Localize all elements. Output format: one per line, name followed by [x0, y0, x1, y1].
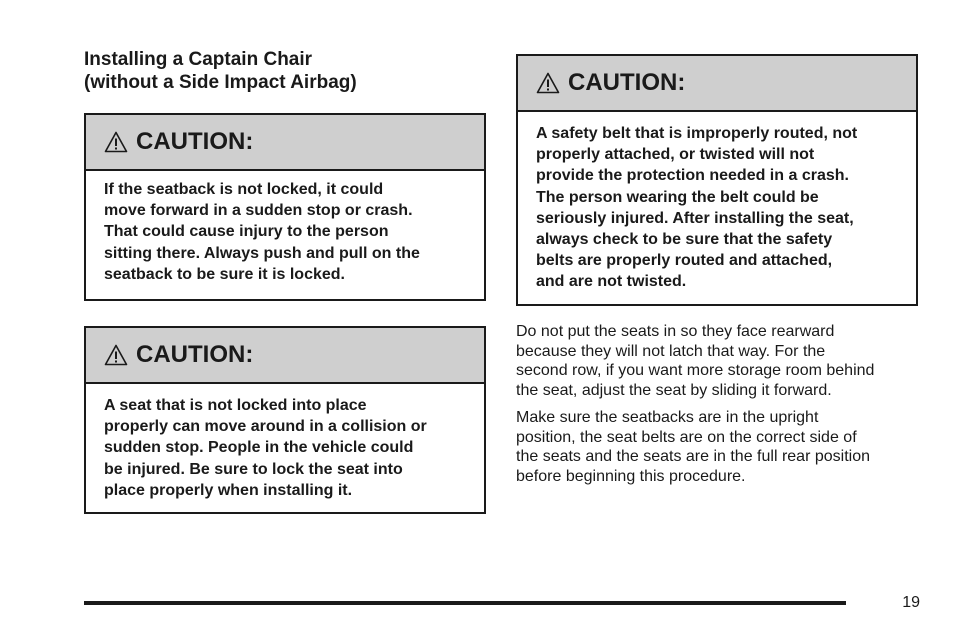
caution-line: always check to be sure that the safety: [536, 231, 833, 249]
section-heading-line: (without a Side Impact Airbag): [84, 72, 357, 93]
caution-line: A seat that is not locked into place: [104, 397, 367, 414]
caution-box-seat-lock: [84, 326, 486, 514]
caution-line: A safety belt that is improperly routed, not: [536, 125, 858, 142]
caution-body: [518, 112, 916, 293]
paragraph-line: Do not put the seats in so they face rearward: [516, 323, 835, 340]
warning-triangle-icon: [104, 344, 128, 366]
paragraph-line: before beginning this procedure.: [516, 467, 746, 485]
caution-line: That could cause injury to the person: [104, 223, 389, 241]
caution-line: and are not twisted.: [536, 273, 687, 291]
caution-line: seatback to be sure it is locked.: [104, 265, 345, 283]
page-number: 19: [902, 594, 920, 611]
paragraph-upright: [516, 408, 920, 486]
paragraph-line: second row, if you want more storage room behind: [516, 362, 875, 379]
caution-line: If the seatback is not locked, it could: [104, 181, 384, 198]
paragraph-line: the seat, adjust the seat by sliding it forward.: [516, 381, 832, 399]
caution-line: be injured. Be sure to lock the seat into: [104, 460, 403, 478]
caution-header: [518, 56, 916, 112]
section-heading: [84, 48, 484, 94]
caution-label: CAUTION:: [568, 69, 686, 96]
caution-header: [86, 115, 484, 171]
section-heading-line: Installing a Captain Chair: [84, 49, 313, 70]
caution-body: [86, 171, 484, 285]
warning-triangle-icon: [536, 72, 560, 94]
caution-line: belts are properly routed and attached,: [536, 252, 833, 270]
caution-line: sudden stop. People in the vehicle could: [104, 439, 414, 457]
paragraph-rearward: [516, 322, 920, 400]
caution-body: [86, 384, 484, 501]
caution-line: sitting there. Always push and pull on the: [104, 244, 420, 262]
caution-line: move forward in a sudden stop or crash.: [104, 202, 413, 220]
paragraph-line: Make sure the seatbacks are in the upright: [516, 409, 819, 426]
caution-line: provide the protection needed in a crash.: [536, 167, 849, 185]
caution-header: [86, 328, 484, 384]
footer-rule: [84, 601, 846, 605]
caution-box-safety-belt: [516, 54, 918, 306]
warning-triangle-icon: [104, 131, 128, 153]
caution-label: CAUTION:: [136, 128, 254, 155]
caution-line: properly attached, or twisted will not: [536, 146, 815, 164]
caution-box-seatback: [84, 113, 486, 301]
caution-line: place properly when installing it.: [104, 481, 353, 499]
caution-line: properly can move around in a collision or: [104, 418, 427, 436]
paragraph-line: position, the seat belts are on the correct side of: [516, 428, 857, 446]
paragraph-line: because they will not latch that way. For the: [516, 342, 826, 360]
caution-line: The person wearing the belt could be: [536, 188, 819, 206]
caution-label: CAUTION:: [136, 341, 254, 368]
caution-line: seriously injured. After installing the seat,: [536, 209, 854, 227]
paragraph-line: the seats and the seats are in the full rear position: [516, 448, 870, 465]
